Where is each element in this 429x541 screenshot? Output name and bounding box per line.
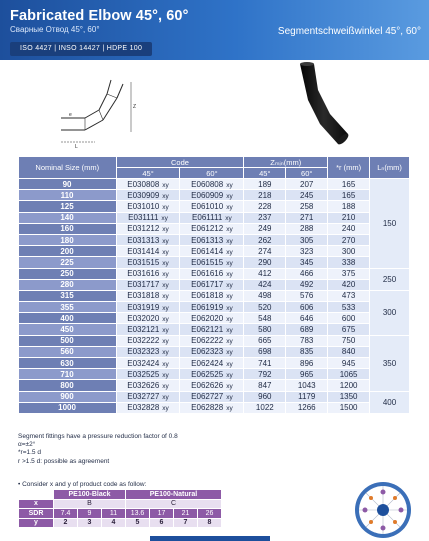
nominal-size-cell: 1000 (19, 402, 117, 413)
code-60-cell (180, 279, 244, 290)
r-cell: 338 (328, 257, 370, 268)
code-60-cell (180, 358, 244, 369)
z-60-cell: 896 (286, 358, 328, 369)
code-45-cell (116, 346, 180, 357)
code-xy-suffix: xy (226, 271, 233, 279)
sdr-value: 17 (150, 509, 174, 519)
product-code: E060909 (191, 190, 224, 200)
y-value: 2 (54, 518, 78, 528)
nominal-size-cell: 900 (19, 391, 117, 402)
code-xy-suffix: xy (226, 315, 233, 323)
r-cell: 165 (328, 190, 370, 201)
page-footer-tab (150, 536, 270, 541)
r-cell: 533 (328, 302, 370, 313)
z-45-cell: 189 (244, 179, 286, 190)
r-cell: 1200 (328, 380, 370, 391)
r-cell: 420 (328, 279, 370, 290)
z-45-cell: 741 (244, 358, 286, 369)
z-45-cell: 218 (244, 190, 286, 201)
code-60-cell (180, 402, 244, 413)
table-row (19, 313, 410, 324)
nominal-size-cell: 160 (19, 223, 117, 234)
product-code: E061313 (191, 235, 224, 245)
code-xy-suffix: xy (162, 248, 169, 256)
z-60-cell: 783 (286, 335, 328, 346)
product-code-intro: • Consider x and y of product code as follow: (18, 481, 147, 488)
table-row (19, 402, 410, 413)
table-header-row (19, 157, 410, 168)
ln-cell: 400 (370, 391, 410, 413)
nominal-size-cell: 560 (19, 346, 117, 357)
code-60-cell (180, 268, 244, 279)
product-code: E061717 (191, 280, 224, 290)
z-45-cell: 847 (244, 380, 286, 391)
figure-area (0, 60, 429, 156)
code-45-cell (116, 223, 180, 234)
r-cell: 188 (328, 201, 370, 212)
code-xy-suffix: xy (226, 203, 233, 211)
z-60-cell: 835 (286, 346, 328, 357)
table-row (19, 201, 410, 212)
note-line: *r=1.5 d (18, 449, 41, 457)
y-value: 8 (198, 518, 222, 528)
product-code: E031717 (127, 280, 160, 290)
standards-badge: ISO 4427 | INSO 14427 | HDPE 100 (10, 42, 152, 56)
product-code: E032424 (127, 358, 160, 368)
product-code: E062727 (191, 392, 224, 402)
product-code: E032222 (127, 336, 160, 346)
product-code: E032525 (127, 369, 160, 379)
r-cell: 300 (328, 246, 370, 257)
code-xy-suffix: xy (226, 327, 233, 335)
nominal-size-cell: 400 (19, 313, 117, 324)
z-45-cell: 262 (244, 234, 286, 245)
code-45-cell (116, 313, 180, 324)
product-code: E030808 (127, 179, 160, 189)
code-60-cell (180, 391, 244, 402)
page-subtitle: Сварные Отвод 45°, 60° (10, 25, 100, 34)
code-60-cell (180, 290, 244, 301)
nominal-size-cell: 315 (19, 290, 117, 301)
code-45-cell (116, 391, 180, 402)
z-60-cell: 288 (286, 223, 328, 234)
product-code: E062121 (191, 325, 224, 335)
sdr-label: SDR (19, 509, 54, 519)
note-line: α=±2° (18, 441, 36, 449)
product-code: E062828 (191, 403, 224, 413)
col-code-45: 45° (116, 168, 180, 179)
product-code: E031919 (127, 302, 160, 312)
ln-cell: 300 (370, 290, 410, 335)
r-cell: 240 (328, 223, 370, 234)
z-60-cell: 492 (286, 279, 328, 290)
table-row (19, 212, 410, 223)
x-natural-value: C (126, 499, 222, 509)
code-45-cell (116, 290, 180, 301)
code-45-cell (116, 380, 180, 391)
code-45-cell (116, 246, 180, 257)
product-code: E061515 (191, 257, 224, 267)
table-row (19, 246, 410, 257)
nominal-size-cell: 180 (19, 234, 117, 245)
col-z-45: 45° (244, 168, 286, 179)
code-45-cell (116, 402, 180, 413)
z-60-cell: 1179 (286, 391, 328, 402)
code-xy-suffix: xy (162, 405, 169, 413)
code-xy-suffix: xy (162, 259, 169, 267)
z-60-cell: 689 (286, 324, 328, 335)
product-code: E061919 (191, 302, 224, 312)
product-y-row (19, 518, 222, 528)
x-label: x (19, 499, 54, 509)
table-row (19, 391, 410, 402)
drawing-label-z: Z (133, 104, 137, 110)
product-code: E031616 (127, 269, 160, 279)
sdr-value: 13.6 (126, 509, 150, 519)
z-45-cell: 228 (244, 201, 286, 212)
code-xy-suffix: xy (162, 327, 169, 335)
table-row (19, 335, 410, 346)
product-code: E032323 (127, 347, 160, 357)
code-xy-suffix: xy (161, 215, 168, 223)
code-xy-suffix: xy (162, 371, 169, 379)
code-xy-suffix: xy (162, 338, 169, 346)
z-45-cell: 498 (244, 290, 286, 301)
r-cell: 675 (328, 324, 370, 335)
code-60-cell (180, 190, 244, 201)
product-code: E030909 (127, 190, 160, 200)
code-xy-suffix: xy (162, 304, 169, 312)
z-60-cell: 345 (286, 257, 328, 268)
y-value: 6 (150, 518, 174, 528)
r-cell: 1350 (328, 391, 370, 402)
col-r: *r (mm) (328, 157, 370, 179)
r-cell: 165 (328, 179, 370, 190)
product-code: E060808 (191, 179, 224, 189)
y-value: 4 (102, 518, 126, 528)
z-45-cell: 698 (244, 346, 286, 357)
code-60-cell (180, 201, 244, 212)
table-row (19, 234, 410, 245)
code-xy-suffix: xy (226, 394, 233, 402)
nominal-size-cell: 500 (19, 335, 117, 346)
col-z-60: 60° (286, 168, 328, 179)
product-code: E031111 (128, 213, 159, 223)
nominal-size-cell: 125 (19, 201, 117, 212)
table-row (19, 302, 410, 313)
product-code: E032727 (127, 392, 160, 402)
z-45-cell: 249 (244, 223, 286, 234)
z-45-cell: 665 (244, 335, 286, 346)
y-label: y (19, 518, 54, 528)
product-code: E061212 (191, 224, 224, 234)
product-code: E032121 (127, 325, 160, 335)
code-60-cell (180, 369, 244, 380)
code-60-cell (180, 335, 244, 346)
code-xy-suffix: xy (162, 382, 169, 390)
z-45-cell: 424 (244, 279, 286, 290)
code-xy-suffix: xy (226, 338, 233, 346)
product-code: E031818 (127, 291, 160, 301)
technical-drawing (55, 72, 145, 150)
code-45-cell (116, 212, 180, 223)
sdr-value: 11 (102, 509, 126, 519)
code-60-cell (180, 179, 244, 190)
ln-cell: 350 (370, 335, 410, 391)
code-xy-suffix: xy (162, 349, 169, 357)
z-60-cell: 258 (286, 201, 328, 212)
z-45-cell: 520 (244, 302, 286, 313)
code-45-cell (116, 257, 180, 268)
product-code: E061111 (192, 213, 223, 223)
code-45-cell (116, 369, 180, 380)
nominal-size-cell: 110 (19, 190, 117, 201)
code-xy-suffix: xy (162, 282, 169, 290)
table-row (19, 257, 410, 268)
product-code: E032828 (127, 403, 160, 413)
product-code: E031515 (127, 257, 160, 267)
elbow-photo (290, 60, 360, 150)
code-xy-suffix: xy (226, 304, 233, 312)
z-60-cell: 1266 (286, 402, 328, 413)
product-code: E032626 (127, 380, 160, 390)
z-60-cell: 646 (286, 313, 328, 324)
code-xy-suffix: xy (226, 371, 233, 379)
nominal-size-cell: 200 (19, 246, 117, 257)
nominal-size-cell: 355 (19, 302, 117, 313)
code-xy-suffix: xy (162, 271, 169, 279)
code-xy-suffix: xy (226, 192, 233, 200)
code-xy-suffix: xy (162, 226, 169, 234)
table-row (19, 369, 410, 380)
z-45-cell: 1022 (244, 402, 286, 413)
r-cell: 375 (328, 268, 370, 279)
nominal-size-cell: 280 (19, 279, 117, 290)
code-60-cell (180, 313, 244, 324)
table-row (19, 223, 410, 234)
pe100-black-label: PE100-Black (54, 490, 126, 500)
code-45-cell (116, 358, 180, 369)
code-45-cell (116, 335, 180, 346)
nominal-size-cell: 140 (19, 212, 117, 223)
r-cell: 600 (328, 313, 370, 324)
product-code: E062525 (191, 369, 224, 379)
drawing-label-l: L (75, 144, 78, 150)
code-xy-suffix: xy (162, 181, 169, 189)
code-60-cell (180, 302, 244, 313)
r-cell: 945 (328, 358, 370, 369)
code-45-cell (116, 302, 180, 313)
code-xy-suffix: xy (162, 315, 169, 323)
table-row (19, 290, 410, 301)
r-cell: 840 (328, 346, 370, 357)
code-45-cell (116, 179, 180, 190)
col-code: Code (116, 157, 244, 168)
col-nominal-size: Nominal Size (mm) (19, 157, 117, 179)
z-60-cell: 207 (286, 179, 328, 190)
product-code: E061818 (191, 291, 224, 301)
code-xy-suffix: xy (225, 215, 232, 223)
code-xy-suffix: xy (226, 248, 233, 256)
spec-table (18, 156, 410, 414)
code-60-cell (180, 380, 244, 391)
code-60-cell (180, 223, 244, 234)
sdr-value: 9 (78, 509, 102, 519)
code-xy-suffix: xy (162, 394, 169, 402)
r-cell: 473 (328, 290, 370, 301)
product-code: E031212 (127, 224, 160, 234)
code-xy-suffix: xy (226, 382, 233, 390)
note-line: r >1.5 d: possible as agreement (18, 457, 110, 465)
z-45-cell: 290 (244, 257, 286, 268)
code-45-cell (116, 190, 180, 201)
code-xy-suffix: xy (226, 282, 233, 290)
y-value: 7 (174, 518, 198, 528)
code-60-cell (180, 246, 244, 257)
z-45-cell: 412 (244, 268, 286, 279)
table-row (19, 179, 410, 190)
nominal-size-cell: 630 (19, 358, 117, 369)
z-45-cell: 237 (244, 212, 286, 223)
code-xy-suffix: xy (226, 259, 233, 267)
r-cell: 210 (328, 212, 370, 223)
code-45-cell (116, 201, 180, 212)
code-60-cell (180, 346, 244, 357)
col-ln: Lₙ(mm) (370, 157, 410, 179)
sdr-value: 26 (198, 509, 222, 519)
z-45-cell: 792 (244, 369, 286, 380)
product-code: E062222 (191, 336, 224, 346)
z-60-cell: 576 (286, 290, 328, 301)
x-black-value: B (54, 499, 126, 509)
code-xy-suffix: xy (162, 360, 169, 368)
z-45-cell: 960 (244, 391, 286, 402)
code-45-cell (116, 324, 180, 335)
table-row (19, 268, 410, 279)
sdr-value: 7.4 (54, 509, 78, 519)
product-code: E061616 (191, 269, 224, 279)
sdr-value: 21 (174, 509, 198, 519)
table-row (19, 358, 410, 369)
code-60-cell (180, 257, 244, 268)
code-45-cell (116, 279, 180, 290)
z-60-cell: 271 (286, 212, 328, 223)
code-60-cell (180, 234, 244, 245)
product-code: E031010 (127, 201, 160, 211)
nominal-size-cell: 90 (19, 179, 117, 190)
y-value: 5 (126, 518, 150, 528)
r-cell: 750 (328, 335, 370, 346)
nominal-size-cell: 225 (19, 257, 117, 268)
ln-cell: 250 (370, 268, 410, 290)
product-sdr-row (19, 509, 222, 519)
table-row (19, 324, 410, 335)
code-xy-suffix: xy (162, 192, 169, 200)
z-45-cell: 274 (244, 246, 286, 257)
table-row (19, 380, 410, 391)
product-code: E062626 (191, 380, 224, 390)
table-row (19, 346, 410, 357)
code-xy-suffix: xy (226, 226, 233, 234)
code-xy-suffix: xy (162, 237, 169, 245)
product-code: E031313 (127, 235, 160, 245)
german-title: Segmentschweißwinkel 45°, 60° (277, 26, 421, 37)
product-code: E062323 (191, 347, 224, 357)
code-xy-suffix: xy (226, 405, 233, 413)
nominal-size-cell: 250 (19, 268, 117, 279)
note-line: Segment fittings have a pressure reduction factor of 0.8 (18, 433, 178, 440)
col-z: Zₘᵢₙ(mm) (244, 157, 328, 168)
certification-wheel-icon (354, 481, 412, 539)
product-code: E062020 (191, 313, 224, 323)
drawing-label-e: e (69, 112, 72, 118)
z-60-cell: 305 (286, 234, 328, 245)
nominal-size-cell: 800 (19, 380, 117, 391)
code-xy-suffix: xy (162, 203, 169, 211)
product-code: E031414 (127, 246, 160, 256)
product-code: E061414 (191, 246, 224, 256)
code-xy-suffix: xy (226, 360, 233, 368)
z-60-cell: 606 (286, 302, 328, 313)
header-banner (0, 0, 429, 60)
page-title: Fabricated Elbow 45°, 60° (10, 8, 189, 24)
product-header-row (19, 490, 222, 500)
nominal-size-cell: 710 (19, 369, 117, 380)
code-45-cell (116, 234, 180, 245)
z-60-cell: 466 (286, 268, 328, 279)
col-code-60: 60° (180, 168, 244, 179)
code-45-cell (116, 268, 180, 279)
r-cell: 1065 (328, 369, 370, 380)
nominal-size-cell: 450 (19, 324, 117, 335)
code-xy-suffix: xy (226, 349, 233, 357)
z-60-cell: 323 (286, 246, 328, 257)
table-row (19, 279, 410, 290)
code-xy-suffix: xy (226, 237, 233, 245)
z-60-cell: 1043 (286, 380, 328, 391)
notes (18, 433, 178, 466)
product-code: E032020 (127, 313, 160, 323)
z-60-cell: 245 (286, 190, 328, 201)
product-code-table (18, 489, 222, 528)
z-60-cell: 965 (286, 369, 328, 380)
table-row (19, 190, 410, 201)
r-cell: 1500 (328, 402, 370, 413)
y-value: 3 (78, 518, 102, 528)
product-code: E061010 (191, 201, 224, 211)
product-code: E062424 (191, 358, 224, 368)
code-xy-suffix: xy (226, 181, 233, 189)
z-45-cell: 548 (244, 313, 286, 324)
r-cell: 270 (328, 234, 370, 245)
code-60-cell (180, 212, 244, 223)
code-xy-suffix: xy (226, 293, 233, 301)
product-x-row (19, 499, 222, 509)
code-60-cell (180, 324, 244, 335)
code-xy-suffix: xy (162, 293, 169, 301)
ln-cell: 150 (370, 179, 410, 269)
pe100-natural-label: PE100-Natural (126, 490, 222, 500)
z-45-cell: 580 (244, 324, 286, 335)
